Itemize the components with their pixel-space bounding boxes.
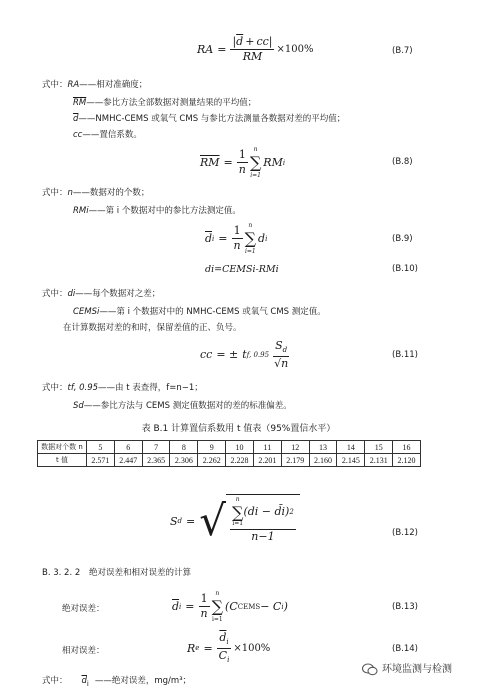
equation-b9: $\overline{d}$ i = $\frac{1}{n}$ n ∑ i=1 d i bbox=[205, 222, 268, 255]
table-row bbox=[38, 441, 421, 454]
equation-number-b13: (B.13) bbox=[392, 602, 418, 612]
def-line: CEMSi——第 i 个数据对中的 NMHC-CEMS 或氧气 CMS 测定值。 bbox=[73, 307, 326, 317]
t-cell: 2.160 bbox=[309, 454, 337, 467]
table-row bbox=[38, 454, 421, 467]
t-cell: 2.262 bbox=[198, 454, 226, 467]
section-heading: B. 3. 2. 2 绝对误差和相对误差的计算 bbox=[42, 568, 191, 578]
t-value-table bbox=[37, 440, 421, 467]
equation-b10: di=CEMSi-RMi bbox=[205, 264, 279, 275]
equation-number-b12: (B.12) bbox=[392, 528, 418, 538]
table-title: 表 B.1 计算置信系数用 t 值表（95%置信水平） bbox=[141, 424, 336, 434]
t-cell: 2.306 bbox=[170, 454, 198, 467]
equation-b14: R e = $\frac{\overline{d}_i}{C_i}$ ×100% bbox=[187, 631, 271, 664]
def-line: $\overline{RM}——$参比方法全部数据对测量结果的平均值； bbox=[73, 98, 257, 108]
equation-b13: $\overline{d}$ i = $\frac{1}{n}$ n ∑ i=1 (C CEMS − C i ) bbox=[172, 590, 288, 623]
rel-error-label: 相对误差： bbox=[62, 646, 105, 656]
equation-number-b14: (B.14) bbox=[392, 644, 418, 654]
def-line: RMi——第 i 个数据对中的参比方法测定值。 bbox=[73, 206, 241, 216]
t-cell: 2.365 bbox=[142, 454, 170, 467]
equation-b8: $\overline{RM}$ = $\frac{1}{n}$ n ∑ i=1 RM i bbox=[200, 146, 286, 179]
sigma-symbol: n ∑ i=1 bbox=[232, 496, 244, 528]
defs-intro: 式中：tf, 0.95——由 t 表查得，f=n−1； bbox=[42, 383, 203, 393]
equation-number-b9: (B.9) bbox=[392, 234, 413, 244]
t-cell: 2.145 bbox=[337, 454, 365, 467]
n-cell: 11 bbox=[253, 441, 281, 454]
n-cell: 9 bbox=[198, 441, 226, 454]
equation-b11: cc = ± t f, 0.95 $\frac{S_d}{√n}$ bbox=[200, 339, 289, 370]
t-cell: 2.120 bbox=[393, 454, 421, 467]
def-line: cc——置信系数。 bbox=[73, 130, 142, 140]
t-cell: 2.571 bbox=[87, 454, 115, 467]
t-cell: 2.447 bbox=[114, 454, 142, 467]
defs-intro: 式中：RA——相对准确度； bbox=[42, 80, 148, 90]
n-cell: 10 bbox=[226, 441, 254, 454]
sigma-symbol: n ∑ i=1 bbox=[244, 222, 257, 255]
n-cell: 7 bbox=[142, 441, 170, 454]
t-cell: 2.228 bbox=[226, 454, 254, 467]
t-cell: 2.179 bbox=[281, 454, 309, 467]
row-label-n: 数据对个数 n bbox=[38, 441, 87, 454]
row-label-t: t 值 bbox=[38, 454, 87, 467]
sqrt-symbol: √ bbox=[199, 496, 227, 546]
defs-intro: 式中： $\overline{d}_i$ ——绝对误差，mg/m³； bbox=[42, 676, 192, 688]
equation-b12: S d = √ n ∑ i=1 (di − d̄i) 2 n−1 bbox=[170, 500, 300, 543]
n-cell: 12 bbox=[281, 441, 309, 454]
n-cell: 5 bbox=[87, 441, 115, 454]
abs-error-label: 绝对误差： bbox=[62, 604, 105, 614]
n-cell: 13 bbox=[309, 441, 337, 454]
equation-number-b7: (B.7) bbox=[392, 46, 413, 56]
equation-number-b8: (B.8) bbox=[392, 157, 413, 167]
sigma-symbol: n ∑ i=1 bbox=[249, 146, 262, 179]
sigma-symbol: n ∑ i=1 bbox=[211, 590, 224, 623]
def-line: $\overline{d}——NMHC$-CEMS 或氧气 CMS 与参比方法测量各数据对差的平均值； bbox=[73, 114, 346, 124]
note-line: 在计算数据对差的和时，保留差值的正、负号。 bbox=[63, 323, 242, 333]
n-cell: 15 bbox=[365, 441, 393, 454]
t-cell: 2.131 bbox=[365, 454, 393, 467]
equation-b7: RA = $\frac{|\overline{d} + cc|}{RM}$ ×100% bbox=[197, 35, 314, 64]
wechat-logo-icon bbox=[362, 661, 378, 674]
n-cell: 8 bbox=[170, 441, 198, 454]
n-cell: 6 bbox=[114, 441, 142, 454]
defs-intro: 式中：di——每个数据对之差； bbox=[42, 289, 161, 299]
n-cell: 14 bbox=[337, 441, 365, 454]
defs-intro: 式中：n——数据对的个数； bbox=[42, 188, 150, 198]
equation-number-b10: (B.10) bbox=[392, 264, 418, 274]
watermark-text: 环境监测与检测 bbox=[382, 664, 452, 675]
def-line: Sd——参比方法与 CEMS 测定值数据对的差的标准偏差。 bbox=[73, 401, 292, 411]
t-cell: 2.201 bbox=[253, 454, 281, 467]
n-cell: 16 bbox=[393, 441, 421, 454]
equation-number-b11: (B.11) bbox=[392, 350, 418, 360]
watermark bbox=[362, 660, 452, 675]
